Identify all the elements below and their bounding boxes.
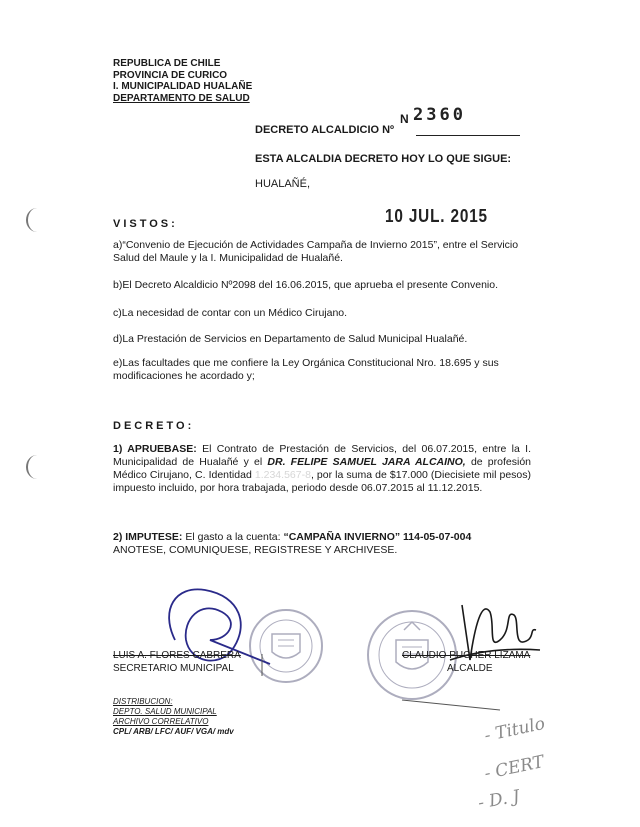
handwritten-note-1: - Titulo [482,713,547,747]
closing-formula: ANOTESE, COMUNIQUESE, REGISTRESE Y ARCHIVESE. [113,544,398,556]
decree-number: 2360 [413,105,466,125]
vistos-item-e: e)Las facultades que me confiere la Ley Orgánica Constitucional Nro. 18.695 y sus modificaciones he acordado y; [113,357,499,382]
distribution-heading: DISTRIBUCION: [113,697,173,706]
secretary-title: SECRETARIO MUNICIPAL [113,663,234,674]
decree-n-mark: N [400,112,409,126]
distribution-initials: CPL/ ARB/ LFC/ AUF/ VGA/ mdv [113,727,234,736]
mayor-title: ALCALDE [447,663,493,674]
vistos-item-a: a)“Convenio de Ejecución de Actividades Campaña de Invierno 2015”, entre el Servicio Salud del Maule y la I. Municipalidad de Hualañé. [113,239,519,264]
distribution-line-2: ARCHIVO CORRELATIVO [113,717,209,726]
vistos-item-b: b)El Decreto Alcaldicio Nº2098 del 16.06.2015, que aprueba el presente Convenio. [113,279,499,291]
letterhead-line-4: DEPARTAMENTO DE SALUD [113,92,250,104]
vistos-item-c: c)La necesidad de contar con un Médico Cirujano. [113,307,348,319]
decreto-item-2-text: El gasto a la cuenta: [185,531,281,543]
decree-statement: ESTA ALCALDIA DECRETO HOY LO QUE SIGUE: [255,153,512,165]
decreto-item-2-label: 2) IMPUTESE: [113,531,183,543]
decreto-item-1-label: 1) APRUEBASE: [113,443,197,455]
decree-label: DECRETO ALCALDICIO Nº [255,124,395,136]
letterhead-line-1: REPUBLICA DE CHILE [113,58,221,69]
secretary-block [113,649,241,675]
letterhead-line-3: I. MUNICIPALIDAD HUALAÑE [113,81,253,92]
vistos-item-d: d)La Prestación de Servicios en Departamento de Salud Municipal Hualañé. [113,333,468,345]
date-stamp: 10 JUL. 2015 [385,206,488,226]
contractor-name: DR. FELIPE SAMUEL JARA ALCAINO, [267,456,466,468]
budget-account: “CAMPAÑA INVIERNO” 114-05-07-004 [283,531,472,543]
distribution-block [113,697,234,737]
decreto-item-1-text-c: , por la suma de $17.000 (Diecisiete mil pesos) impuesto incluido, por hora trabajada, periodo desde 06.07.2015 al 11.12.2015. [113,469,532,494]
decreto-item-1-text-b: de profesión Médico Cirujano, C. Identidad [113,456,532,481]
handwritten-note-3: - D. J [476,786,522,814]
decreto-heading: DECRETO: [113,420,195,432]
distribution-line-1: DEPTO. SALUD MUNICIPAL [113,707,217,716]
vistos-heading: VISTOS: [113,218,178,230]
decree-place: HUALAÑÉ, [255,178,311,190]
redacted-id: 1.234.567-8 [254,469,311,481]
decreto-item-1-text-a: El Contrato de Prestación de Servicios, del 06.07.2015, entre la I. Municipalidad de Hualañé y el [113,443,531,468]
secretary-name: LUIS A. FLORES CABRERA [113,650,241,661]
letterhead-line-2: PROVINCIA DE CURICO [113,69,228,81]
secretary-stamp [250,610,322,682]
handwritten-note-2: - CERT [482,751,546,785]
mayor-name: CLAUDIO PUCHER LIZAMA [402,650,531,661]
mayor-block [402,649,530,675]
